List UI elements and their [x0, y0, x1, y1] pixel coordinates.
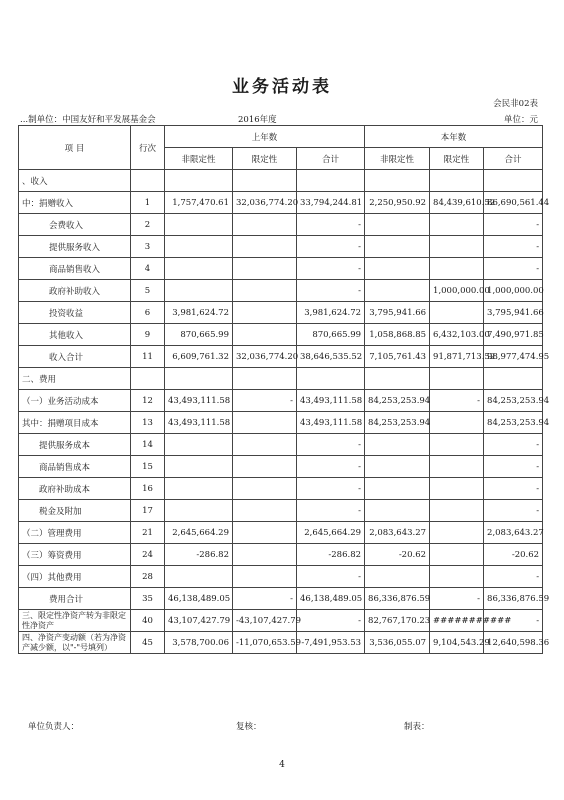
prev-restricted-cell — [233, 456, 297, 478]
curr-restricted-cell — [430, 368, 484, 390]
prev-unrestricted-cell — [165, 478, 233, 500]
row-item-label: 四、净资产变动额（若为净资产减少额，以"-"号填列） — [19, 632, 131, 654]
row-line-number: 4 — [131, 258, 165, 280]
prev-total-cell: -7,491,953.53 — [297, 632, 365, 654]
row-item-label: 提供服务收入 — [19, 236, 131, 258]
prev-unrestricted-cell: 43,493,111.58 — [165, 412, 233, 434]
row-line-number — [131, 368, 165, 390]
curr-total-cell: -20.62 — [484, 544, 543, 566]
curr-total-cell: 1,000,000.00 — [484, 280, 543, 302]
row-line-number — [131, 170, 165, 192]
row-line-number: 45 — [131, 632, 165, 654]
table-row — [19, 478, 543, 500]
prev-unrestricted-cell — [165, 500, 233, 522]
table-row — [19, 214, 543, 236]
curr-restricted-cell — [430, 258, 484, 280]
row-line-number: 21 — [131, 522, 165, 544]
curr-unrestricted-cell — [365, 280, 430, 302]
curr-total-cell: 7,490,971.85 — [484, 324, 543, 346]
curr-restricted-cell — [430, 500, 484, 522]
table-row — [19, 236, 543, 258]
curr-unrestricted-cell — [365, 258, 430, 280]
table-row — [19, 192, 543, 214]
footer-head-label: 单位负责人： — [28, 722, 80, 732]
prev-restricted-cell — [233, 170, 297, 192]
business-activity-table — [18, 125, 550, 654]
curr-total-cell: - — [484, 258, 543, 280]
prev-restricted-cell — [233, 302, 297, 324]
curr-restricted-cell — [430, 478, 484, 500]
curr-unrestricted-cell — [365, 456, 430, 478]
prev-unrestricted-cell: 43,493,111.58 — [165, 390, 233, 412]
row-item-label: 三、限定性净资产转为非限定性净资产 — [19, 610, 131, 632]
prev-restricted-cell — [233, 214, 297, 236]
prev-restricted-cell — [233, 236, 297, 258]
col-header-curr-restricted: 限定性 — [430, 148, 484, 170]
curr-unrestricted-cell — [365, 566, 430, 588]
row-line-number: 12 — [131, 390, 165, 412]
curr-unrestricted-cell: 3,795,941.66 — [365, 302, 430, 324]
table-row — [19, 522, 543, 544]
curr-restricted-cell — [430, 544, 484, 566]
curr-unrestricted-cell — [365, 170, 430, 192]
curr-restricted-cell: 91,871,713.52 — [430, 346, 484, 368]
curr-unrestricted-cell: 2,250,950.92 — [365, 192, 430, 214]
prev-unrestricted-cell — [165, 456, 233, 478]
row-line-number: 1 — [131, 192, 165, 214]
prev-unrestricted-cell: 3,981,624.72 — [165, 302, 233, 324]
curr-unrestricted-cell: 3,536,055.07 — [365, 632, 430, 654]
curr-total-cell: 12,640,598.36 — [484, 632, 543, 654]
row-line-number: 2 — [131, 214, 165, 236]
curr-unrestricted-cell: 84,253,253.94 — [365, 412, 430, 434]
curr-total-cell: - — [484, 214, 543, 236]
curr-unrestricted-cell: 2,083,643.27 — [365, 522, 430, 544]
prev-total-cell: - — [297, 214, 365, 236]
header-row-1 — [19, 126, 543, 148]
table-row — [19, 324, 543, 346]
row-line-number: 6 — [131, 302, 165, 324]
row-item-label: 、收入 — [19, 170, 131, 192]
prev-restricted-cell — [233, 566, 297, 588]
prev-restricted-cell: -43,107,427.79 — [233, 610, 297, 632]
row-item-label: 投资收益 — [19, 302, 131, 324]
table-row — [19, 588, 543, 610]
prev-restricted-cell — [233, 544, 297, 566]
prev-unrestricted-cell — [165, 170, 233, 192]
curr-total-cell: - — [484, 236, 543, 258]
curr-total-cell: 2,083,643.27 — [484, 522, 543, 544]
col-header-curr-year: 本年数 — [365, 126, 543, 148]
row-line-number: 35 — [131, 588, 165, 610]
prev-restricted-cell — [233, 258, 297, 280]
prev-total-cell: - — [297, 566, 365, 588]
prev-unrestricted-cell: 3,578,700.06 — [165, 632, 233, 654]
table-row — [19, 566, 543, 588]
prev-restricted-cell — [233, 324, 297, 346]
prev-total-cell: 46,138,489.05 — [297, 588, 365, 610]
row-item-label: 政府补助成本 — [19, 478, 131, 500]
prev-restricted-cell: 32,036,774.20 — [233, 346, 297, 368]
form-code: 会民非02表 — [493, 99, 538, 109]
prev-total-cell: 870,665.99 — [297, 324, 365, 346]
prev-total-cell: - — [297, 478, 365, 500]
row-line-number: 16 — [131, 478, 165, 500]
row-line-number: 28 — [131, 566, 165, 588]
curr-restricted-cell: 1,000,000.00 — [430, 280, 484, 302]
col-header-prev-restricted: 限定性 — [233, 148, 297, 170]
col-header-curr-unrestricted: 非限定性 — [365, 148, 430, 170]
col-header-prev-total: 合计 — [297, 148, 365, 170]
organization-label: ...制单位：中国友好和平发展基金会 — [20, 115, 156, 125]
curr-total-cell: - — [484, 434, 543, 456]
col-header-prev-unrestricted: 非限定性 — [165, 148, 233, 170]
prev-unrestricted-cell — [165, 368, 233, 390]
row-item-label: 费用合计 — [19, 588, 131, 610]
row-item-label: 其中：捐赠项目成本 — [19, 412, 131, 434]
table-row — [19, 412, 543, 434]
col-header-line: 行次 — [131, 126, 165, 170]
prev-total-cell: - — [297, 456, 365, 478]
curr-restricted-cell: 9,104,543.29 — [430, 632, 484, 654]
curr-unrestricted-cell: 1,058,868.85 — [365, 324, 430, 346]
row-item-label: 收入合计 — [19, 346, 131, 368]
col-header-item: 项 目 — [19, 126, 131, 170]
row-item-label: 政府补助收入 — [19, 280, 131, 302]
table-row — [19, 280, 543, 302]
col-header-curr-total: 合计 — [484, 148, 543, 170]
prev-restricted-cell — [233, 368, 297, 390]
row-item-label: 会费收入 — [19, 214, 131, 236]
prev-unrestricted-cell: 2,645,664.29 — [165, 522, 233, 544]
curr-total-cell: - — [484, 610, 543, 632]
curr-restricted-cell — [430, 412, 484, 434]
curr-total-cell: 84,253,253.94 — [484, 412, 543, 434]
curr-total-cell: - — [484, 500, 543, 522]
table-row — [19, 610, 543, 632]
curr-restricted-cell — [430, 170, 484, 192]
curr-total-cell — [484, 170, 543, 192]
prev-restricted-cell — [233, 280, 297, 302]
row-line-number: 13 — [131, 412, 165, 434]
row-line-number: 40 — [131, 610, 165, 632]
row-line-number: 5 — [131, 280, 165, 302]
prev-unrestricted-cell: 43,107,427.79 — [165, 610, 233, 632]
row-item-label: 二、费用 — [19, 368, 131, 390]
prev-unrestricted-cell — [165, 434, 233, 456]
table-row — [19, 632, 543, 654]
prev-restricted-cell — [233, 434, 297, 456]
curr-restricted-cell: 6,432,103.00 — [430, 324, 484, 346]
curr-total-cell: - — [484, 456, 543, 478]
prev-unrestricted-cell — [165, 280, 233, 302]
prev-total-cell: 3,981,624.72 — [297, 302, 365, 324]
prev-total-cell: 33,794,244.81 — [297, 192, 365, 214]
prev-total-cell: - — [297, 258, 365, 280]
curr-unrestricted-cell: -20.62 — [365, 544, 430, 566]
row-item-label: 商品销售收入 — [19, 258, 131, 280]
row-item-label: （二）管理费用 — [19, 522, 131, 544]
row-item-label: （一）业务活动成本 — [19, 390, 131, 412]
row-line-number: 9 — [131, 324, 165, 346]
prev-total-cell — [297, 368, 365, 390]
prev-total-cell: 43,493,111.58 — [297, 412, 365, 434]
row-item-label: （三）筹资费用 — [19, 544, 131, 566]
row-line-number: 3 — [131, 236, 165, 258]
report-year: 2016年度 — [238, 115, 277, 125]
curr-restricted-cell: ########### — [430, 610, 484, 632]
table-row — [19, 456, 543, 478]
prev-restricted-cell — [233, 522, 297, 544]
curr-unrestricted-cell — [365, 500, 430, 522]
prev-total-cell: - — [297, 434, 365, 456]
curr-total-cell: 86,336,876.59 — [484, 588, 543, 610]
table-row — [19, 258, 543, 280]
curr-restricted-cell — [430, 522, 484, 544]
table-row — [19, 434, 543, 456]
row-item-label: 其他收入 — [19, 324, 131, 346]
curr-restricted-cell — [430, 302, 484, 324]
prev-unrestricted-cell: 46,138,489.05 — [165, 588, 233, 610]
curr-restricted-cell — [430, 434, 484, 456]
table-row — [19, 368, 543, 390]
prev-total-cell: 2,645,664.29 — [297, 522, 365, 544]
curr-total-cell: 86,690,561.44 — [484, 192, 543, 214]
page-number: 4 — [279, 760, 285, 770]
curr-unrestricted-cell — [365, 236, 430, 258]
prev-total-cell: 43,493,111.58 — [297, 390, 365, 412]
prev-unrestricted-cell: 1,757,470.61 — [165, 192, 233, 214]
prev-total-cell: - — [297, 236, 365, 258]
row-item-label: 税金及附加 — [19, 500, 131, 522]
table-row — [19, 170, 543, 192]
prev-restricted-cell: 32,036,774.20 — [233, 192, 297, 214]
curr-restricted-cell: - — [430, 588, 484, 610]
table-row — [19, 500, 543, 522]
row-line-number: 17 — [131, 500, 165, 522]
curr-unrestricted-cell: 84,253,253.94 — [365, 390, 430, 412]
prev-total-cell: - — [297, 610, 365, 632]
row-line-number: 24 — [131, 544, 165, 566]
row-item-label: 商品销售成本 — [19, 456, 131, 478]
prev-total-cell — [297, 170, 365, 192]
curr-unrestricted-cell: 82,767,170.23 — [365, 610, 430, 632]
prev-restricted-cell — [233, 412, 297, 434]
curr-total-cell — [484, 368, 543, 390]
prev-total-cell: - — [297, 280, 365, 302]
row-line-number: 11 — [131, 346, 165, 368]
prev-total-cell: 38,646,535.52 — [297, 346, 365, 368]
prev-unrestricted-cell — [165, 214, 233, 236]
unit-label: 单位：元 — [503, 115, 538, 125]
curr-restricted-cell — [430, 236, 484, 258]
table-row — [19, 390, 543, 412]
prev-restricted-cell — [233, 478, 297, 500]
report-title: 业务活动表 — [232, 77, 332, 97]
row-item-label: （四）其他费用 — [19, 566, 131, 588]
footer-reviewer-label: 复核： — [236, 722, 262, 732]
table-row — [19, 544, 543, 566]
row-line-number: 14 — [131, 434, 165, 456]
curr-restricted-cell — [430, 566, 484, 588]
curr-unrestricted-cell: 86,336,876.59 — [365, 588, 430, 610]
prev-restricted-cell: - — [233, 588, 297, 610]
curr-unrestricted-cell — [365, 214, 430, 236]
curr-total-cell: - — [484, 478, 543, 500]
table-row — [19, 346, 543, 368]
curr-restricted-cell — [430, 456, 484, 478]
curr-unrestricted-cell: 7,105,761.43 — [365, 346, 430, 368]
prev-unrestricted-cell: 870,665.99 — [165, 324, 233, 346]
curr-total-cell: 84,253,253.94 — [484, 390, 543, 412]
curr-total-cell: 3,795,941.66 — [484, 302, 543, 324]
prev-unrestricted-cell — [165, 258, 233, 280]
table-row — [19, 302, 543, 324]
prev-unrestricted-cell: -286.82 — [165, 544, 233, 566]
row-line-number: 15 — [131, 456, 165, 478]
footer-preparer-label: 制表： — [404, 722, 430, 732]
curr-total-cell: - — [484, 566, 543, 588]
col-header-prev-year: 上年数 — [165, 126, 365, 148]
curr-unrestricted-cell — [365, 434, 430, 456]
row-item-label: 提供服务成本 — [19, 434, 131, 456]
curr-restricted-cell: - — [430, 390, 484, 412]
prev-total-cell: - — [297, 500, 365, 522]
curr-restricted-cell: 84,439,610.52 — [430, 192, 484, 214]
prev-restricted-cell — [233, 500, 297, 522]
prev-unrestricted-cell: 6,609,761.32 — [165, 346, 233, 368]
curr-total-cell: 98,977,474.95 — [484, 346, 543, 368]
prev-restricted-cell: - — [233, 390, 297, 412]
curr-unrestricted-cell — [365, 368, 430, 390]
prev-total-cell: -286.82 — [297, 544, 365, 566]
curr-restricted-cell — [430, 214, 484, 236]
prev-restricted-cell: -11,070,653.59 — [233, 632, 297, 654]
curr-unrestricted-cell — [365, 478, 430, 500]
row-item-label: 中：捐赠收入 — [19, 192, 131, 214]
prev-unrestricted-cell — [165, 236, 233, 258]
prev-unrestricted-cell — [165, 566, 233, 588]
